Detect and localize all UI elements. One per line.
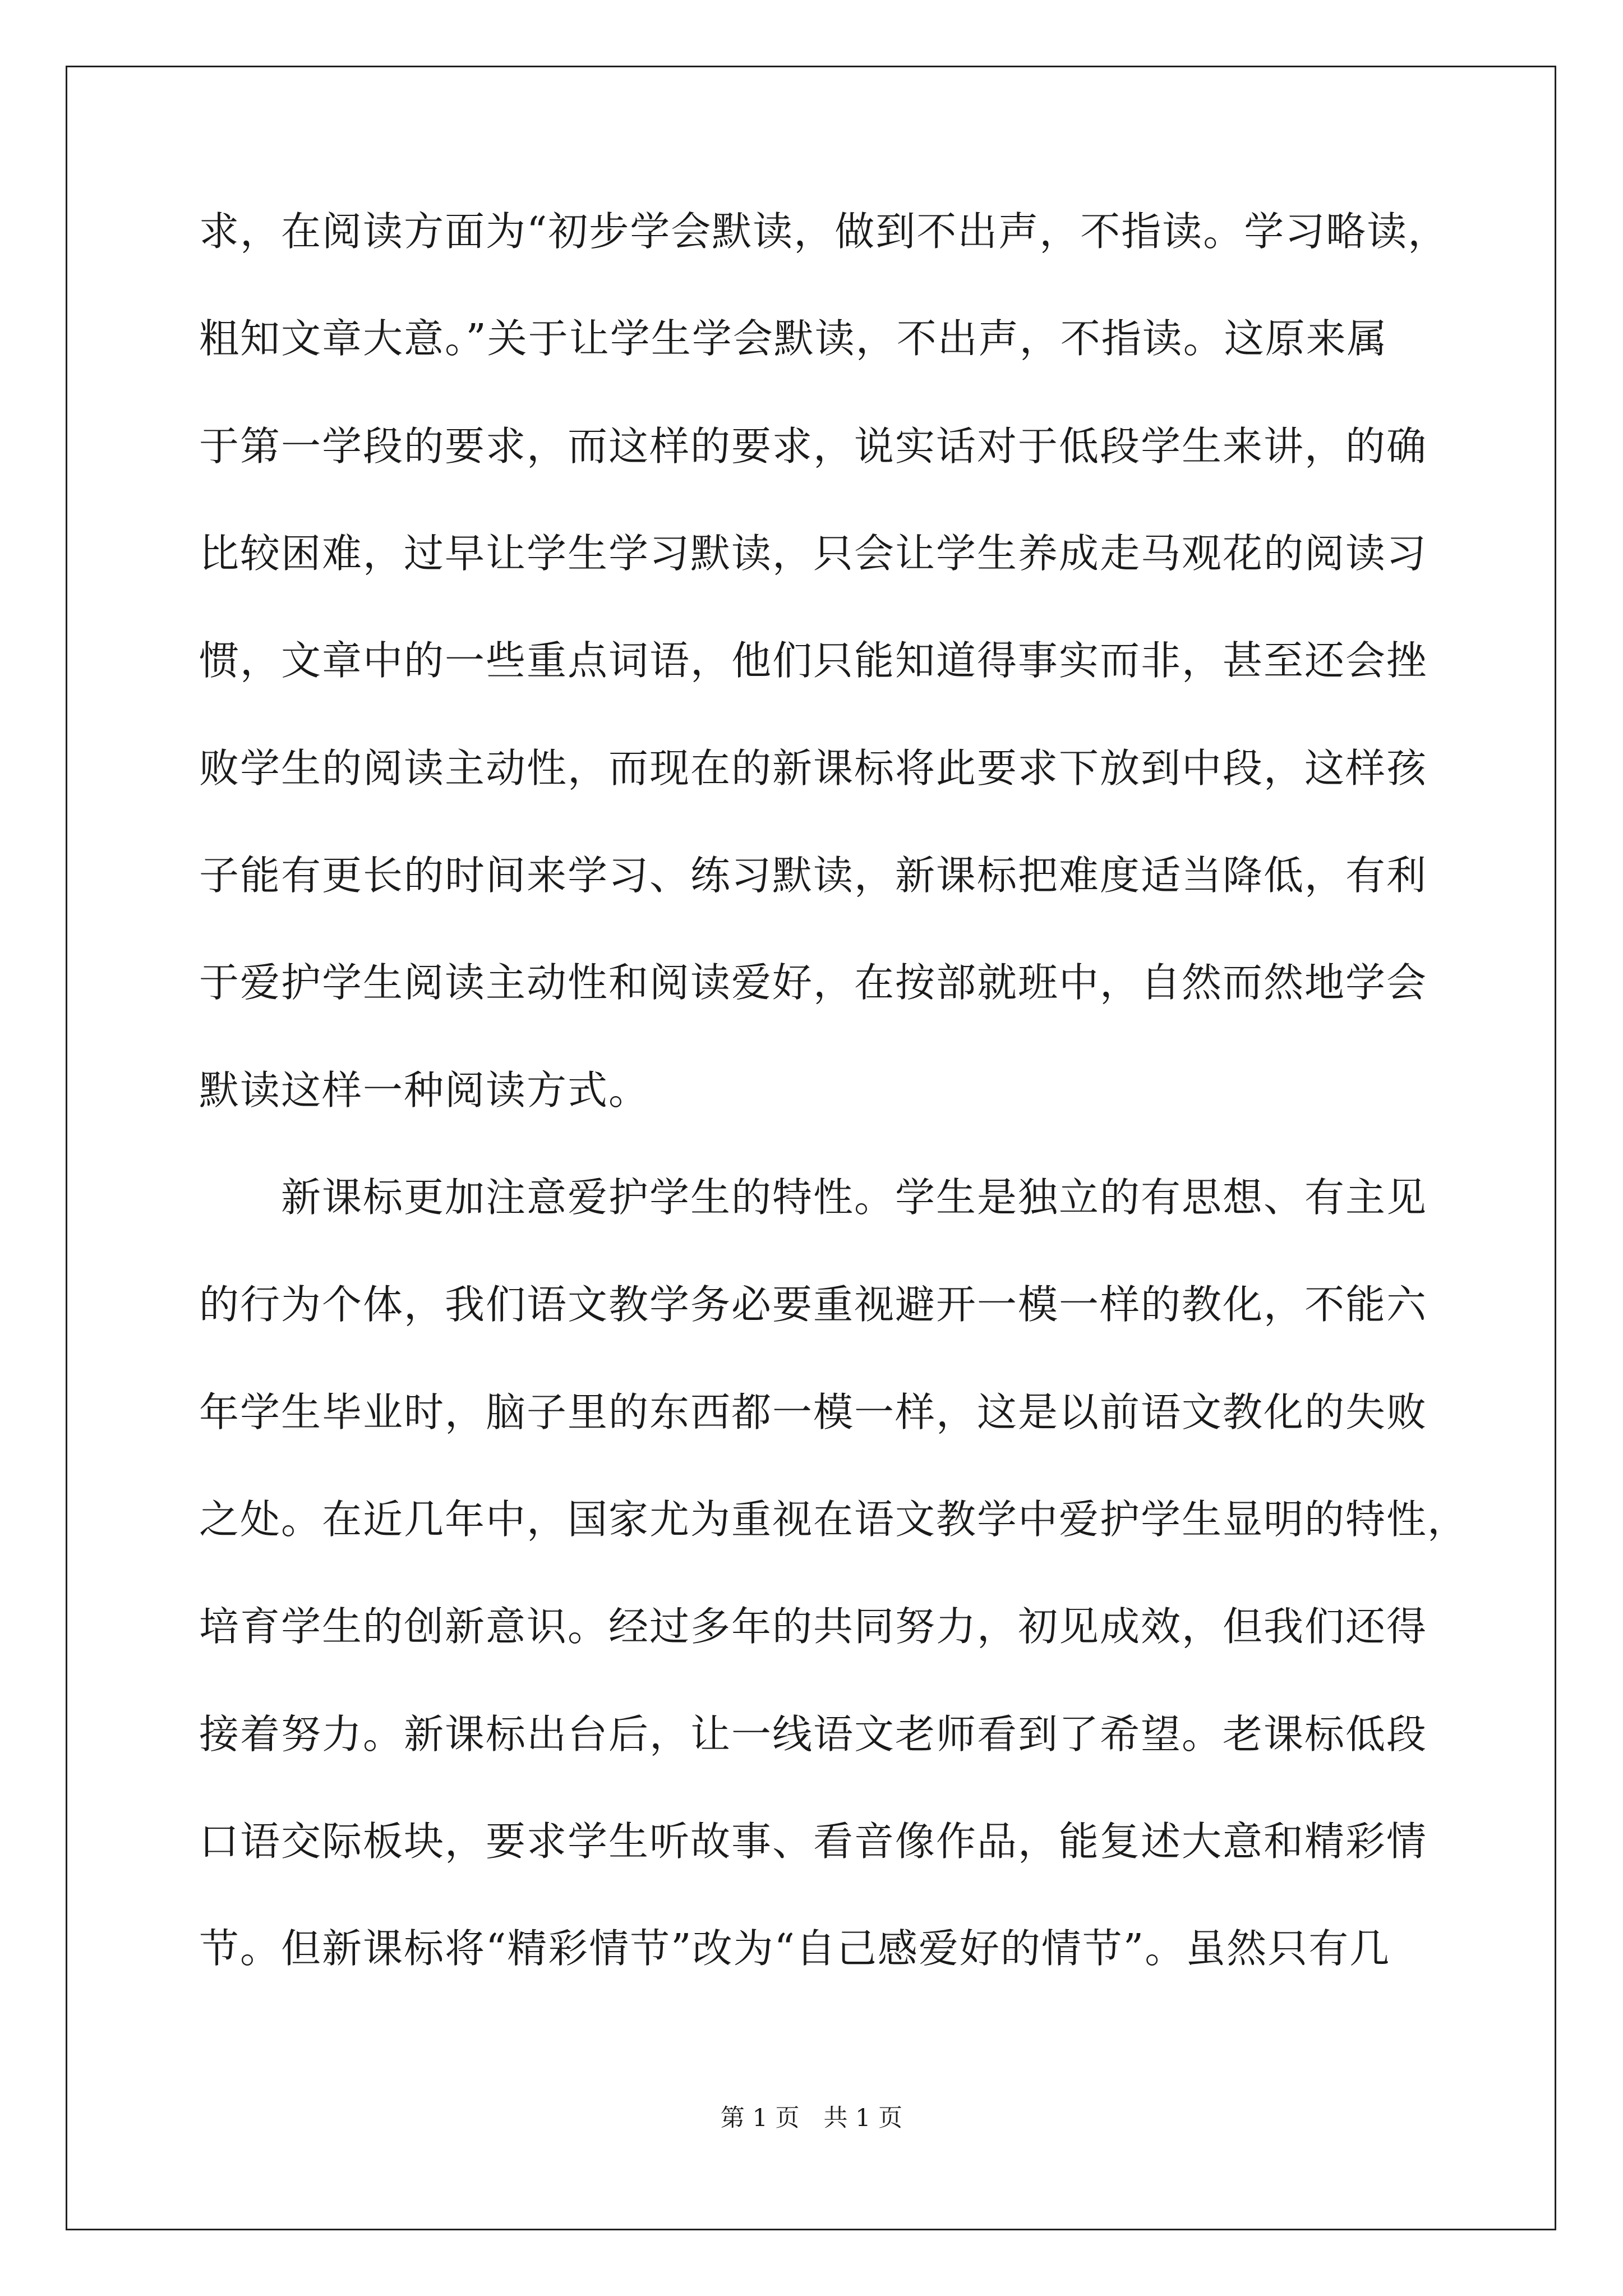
text-line-14: 培育学生的创新意识。经过多年的共同努力，初见成效，但我们还得 [199,1603,1428,1650]
text-line-9: 默读这样一种阅读方式。 [199,1067,650,1114]
text-line-5: 惯，文章中的一些重点词语，他们只能知道得事实而非，甚至还会挫 [199,637,1428,684]
text-line-16: 口语交际板块，要求学生听故事、看音像作品，能复述大意和精彩情 [199,1818,1428,1865]
page-border [66,66,1556,2230]
text-line-13: 之处。在近几年中，国家尤为重视在语文教学中爱护学生显明的特性， [199,1496,1469,1543]
text-line-17: 节。但新课标将“精彩情节”改为“自己感爱好的情节”。虽然只有几 [199,1925,1391,1972]
text-line-3: 于第一学段的要求，而这样的要求，说实话对于低段学生来讲，的确 [199,423,1428,470]
page-number-footer: 第 1 页 共 1 页 [720,2104,903,2132]
text-line-8: 于爱护学生阅读主动性和阅读爱好，在按部就班中，自然而然地学会 [199,959,1428,1006]
text-line-15: 接着努力。新课标出台后，让一线语文老师看到了希望。老课标低段 [199,1711,1428,1757]
text-line-12: 年学生毕业时，脑子里的东西都一模一样，这是以前语文教化的失败 [199,1389,1428,1435]
text-line-2: 粗知文章大意。”关于让学生学会默读，不出声，不指读。这原来属 [199,315,1388,362]
text-line-7: 子能有更长的时间来学习、练习默读，新课标把难度适当降低，有利 [199,852,1428,899]
text-line-11: 的行为个体，我们语文教学务必要重视避开一模一样的教化，不能六 [199,1281,1428,1328]
text-line-6: 败学生的阅读主动性，而现在的新课标将此要求下放到中段，这样孩 [199,745,1428,792]
text-line-10: 新课标更加注意爱护学生的特性。学生是独立的有思想、有主见 [199,1174,1428,1221]
text-line-4: 比较困难，过早让学生学习默读，只会让学生养成走马观花的阅读习 [199,530,1428,577]
text-line-1: 求，在阅读方面为“初步学会默读，做到不出声，不指读。学习略读， [199,208,1449,255]
